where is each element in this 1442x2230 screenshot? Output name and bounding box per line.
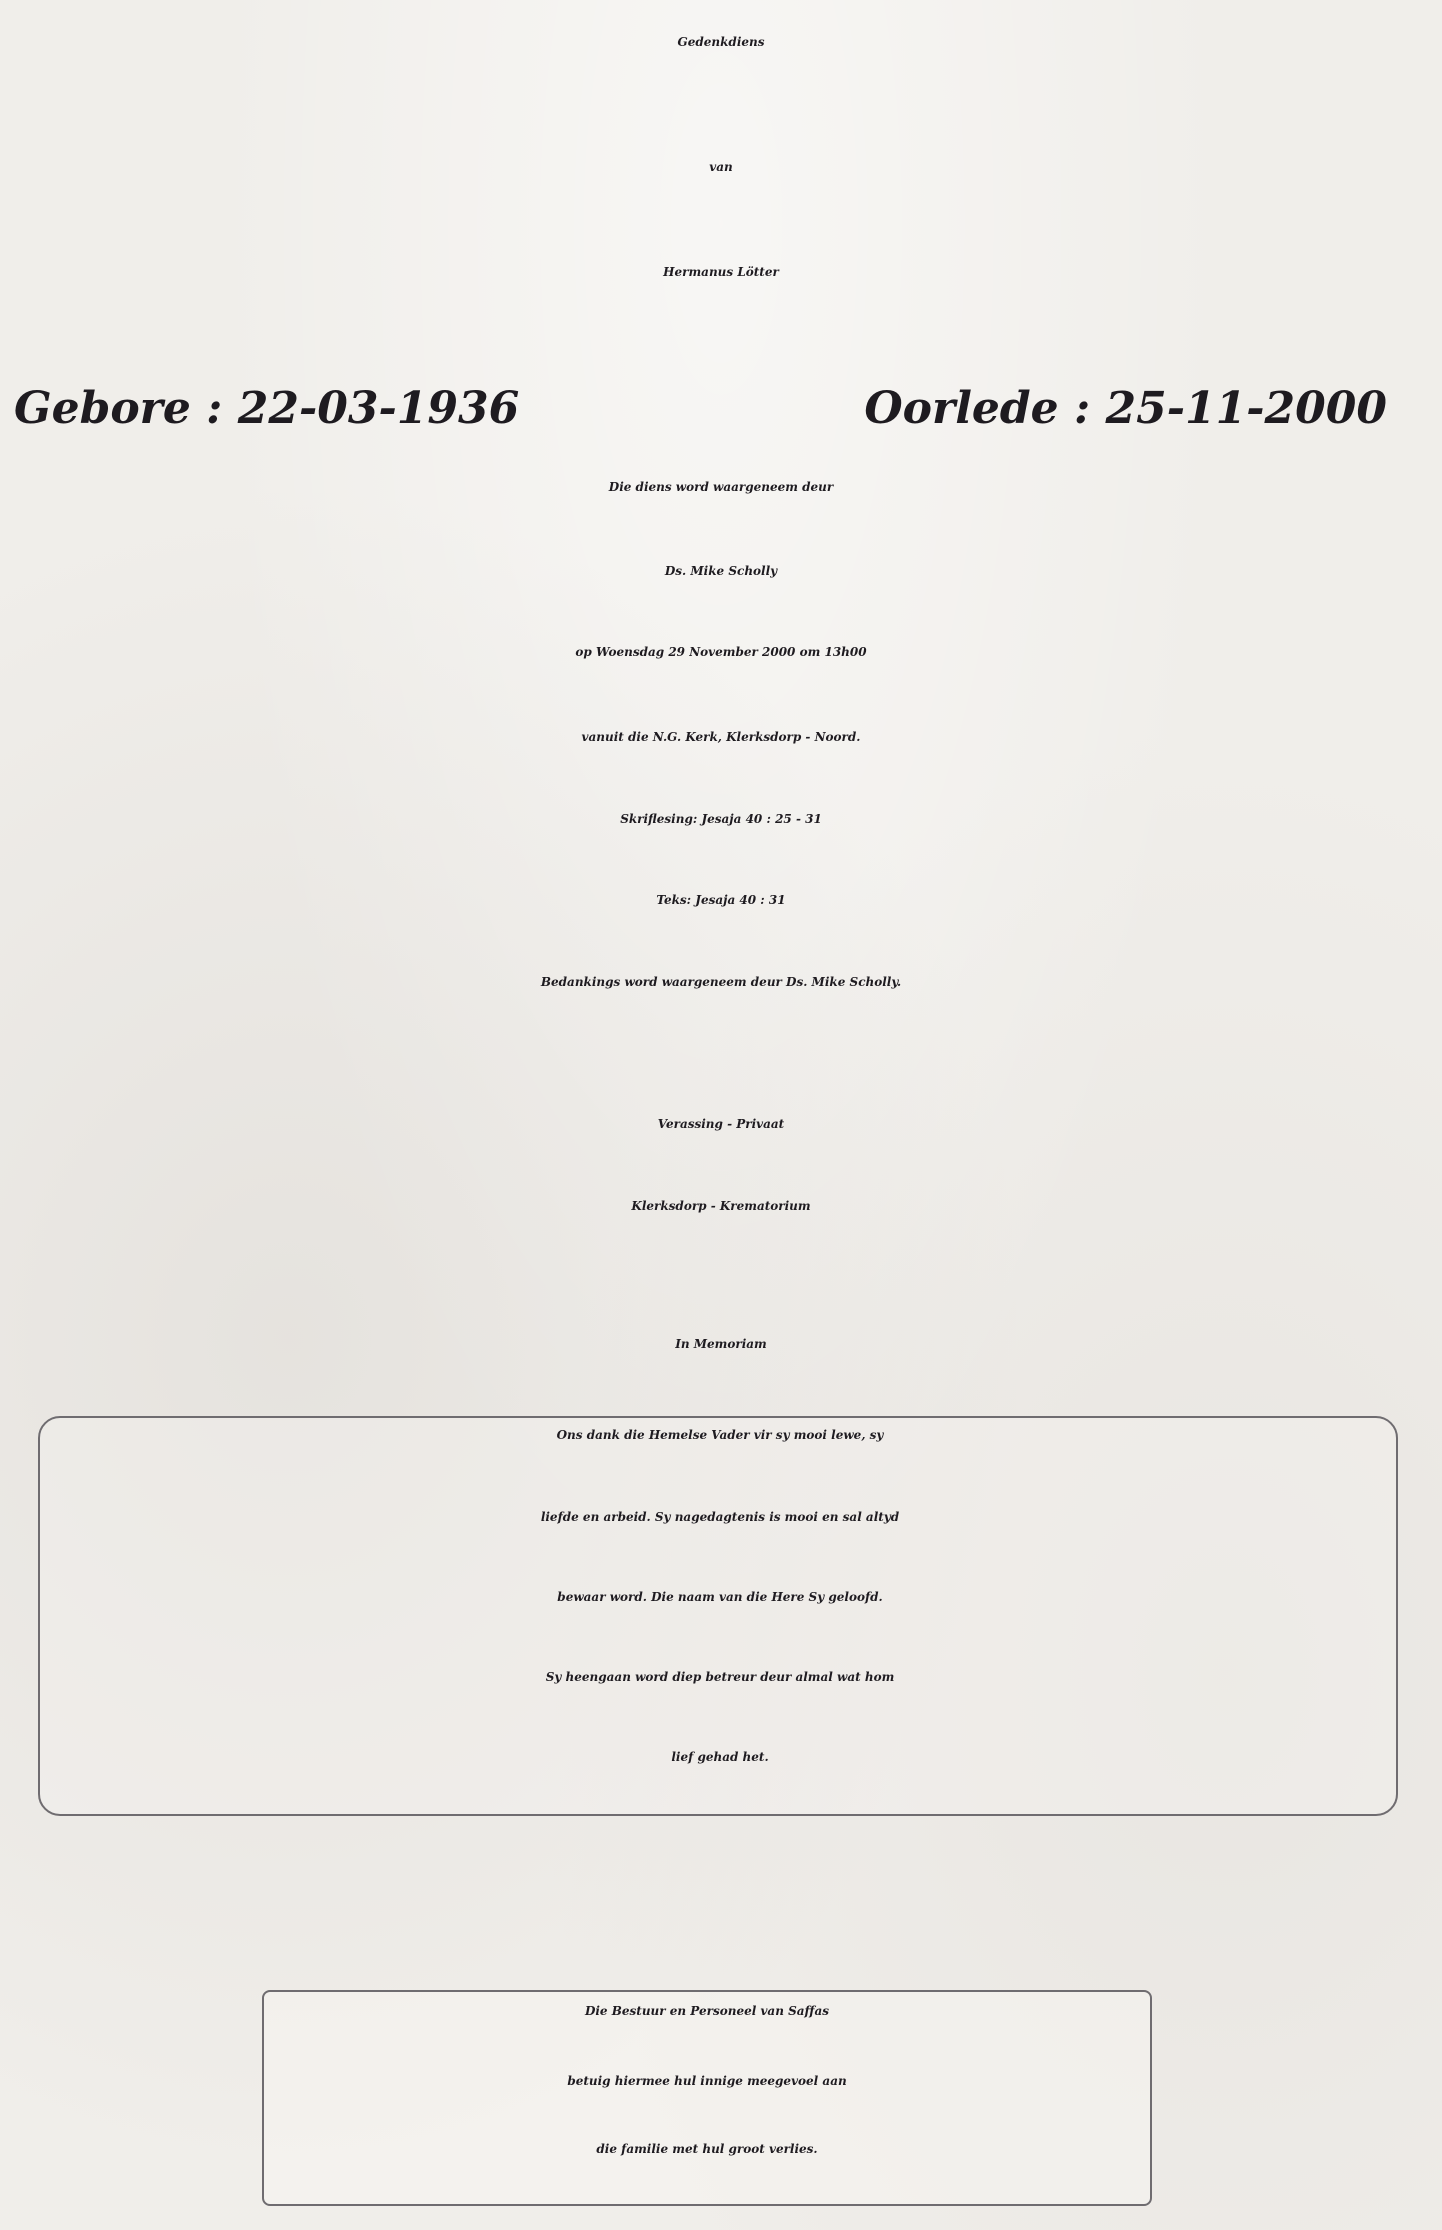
title-of: van bbox=[709, 160, 733, 174]
memoriam-line: Ons dank die Hemelse Vader vir sy mooi lewe, sy bbox=[556, 1428, 884, 1442]
in-memoriam-heading: In Memoriam bbox=[675, 1337, 767, 1351]
death-date: Oorlede : 25-11-2000 bbox=[864, 383, 1387, 434]
sympathy-line: die familie met hul groot verlies. bbox=[596, 2142, 818, 2156]
deceased-name: Hermanus Lötter bbox=[663, 265, 779, 279]
sympathy-line: Die Bestuur en Personeel van Saffas bbox=[584, 2004, 830, 2018]
in-memoriam-box bbox=[38, 1416, 1398, 1816]
service-conducted-by: Die diens word waargeneem deur bbox=[608, 480, 834, 494]
thanks-by: Bedankings word waargeneem deur Ds. Mike Scholly. bbox=[540, 975, 902, 989]
birth-date: Gebore : 22-03-1936 bbox=[14, 383, 520, 434]
memoriam-line: bewaar word. Die naam van die Here Sy geloofd. bbox=[557, 1590, 883, 1604]
memoriam-line: liefde en arbeid. Sy nagedagtenis is mooi en sal altyd bbox=[540, 1510, 900, 1524]
memoriam-line: lief gehad het. bbox=[671, 1750, 769, 1764]
service-venue: vanuit die N.G. Kerk, Klerksdorp - Noord. bbox=[581, 730, 861, 744]
scripture-reading: Skriflesing: Jesaja 40 : 25 - 31 bbox=[620, 812, 822, 826]
sympathy-message-box bbox=[262, 1990, 1152, 2206]
minister-name: Ds. Mike Scholly bbox=[664, 564, 778, 578]
crematorium-location: Klerksdorp - Krematorium bbox=[631, 1199, 811, 1213]
cremation-private: Verassing - Privaat bbox=[657, 1117, 785, 1131]
title-memorial-service: Gedenkdiens bbox=[677, 35, 765, 49]
sympathy-line: betuig hiermee hul innige meegevoel aan bbox=[567, 2074, 847, 2088]
memoriam-line: Sy heengaan word diep betreur deur almal wat hom bbox=[545, 1670, 895, 1684]
service-date-time: op Woensdag 29 November 2000 om 13h00 bbox=[575, 645, 867, 659]
sermon-text: Teks: Jesaja 40 : 31 bbox=[656, 893, 786, 907]
